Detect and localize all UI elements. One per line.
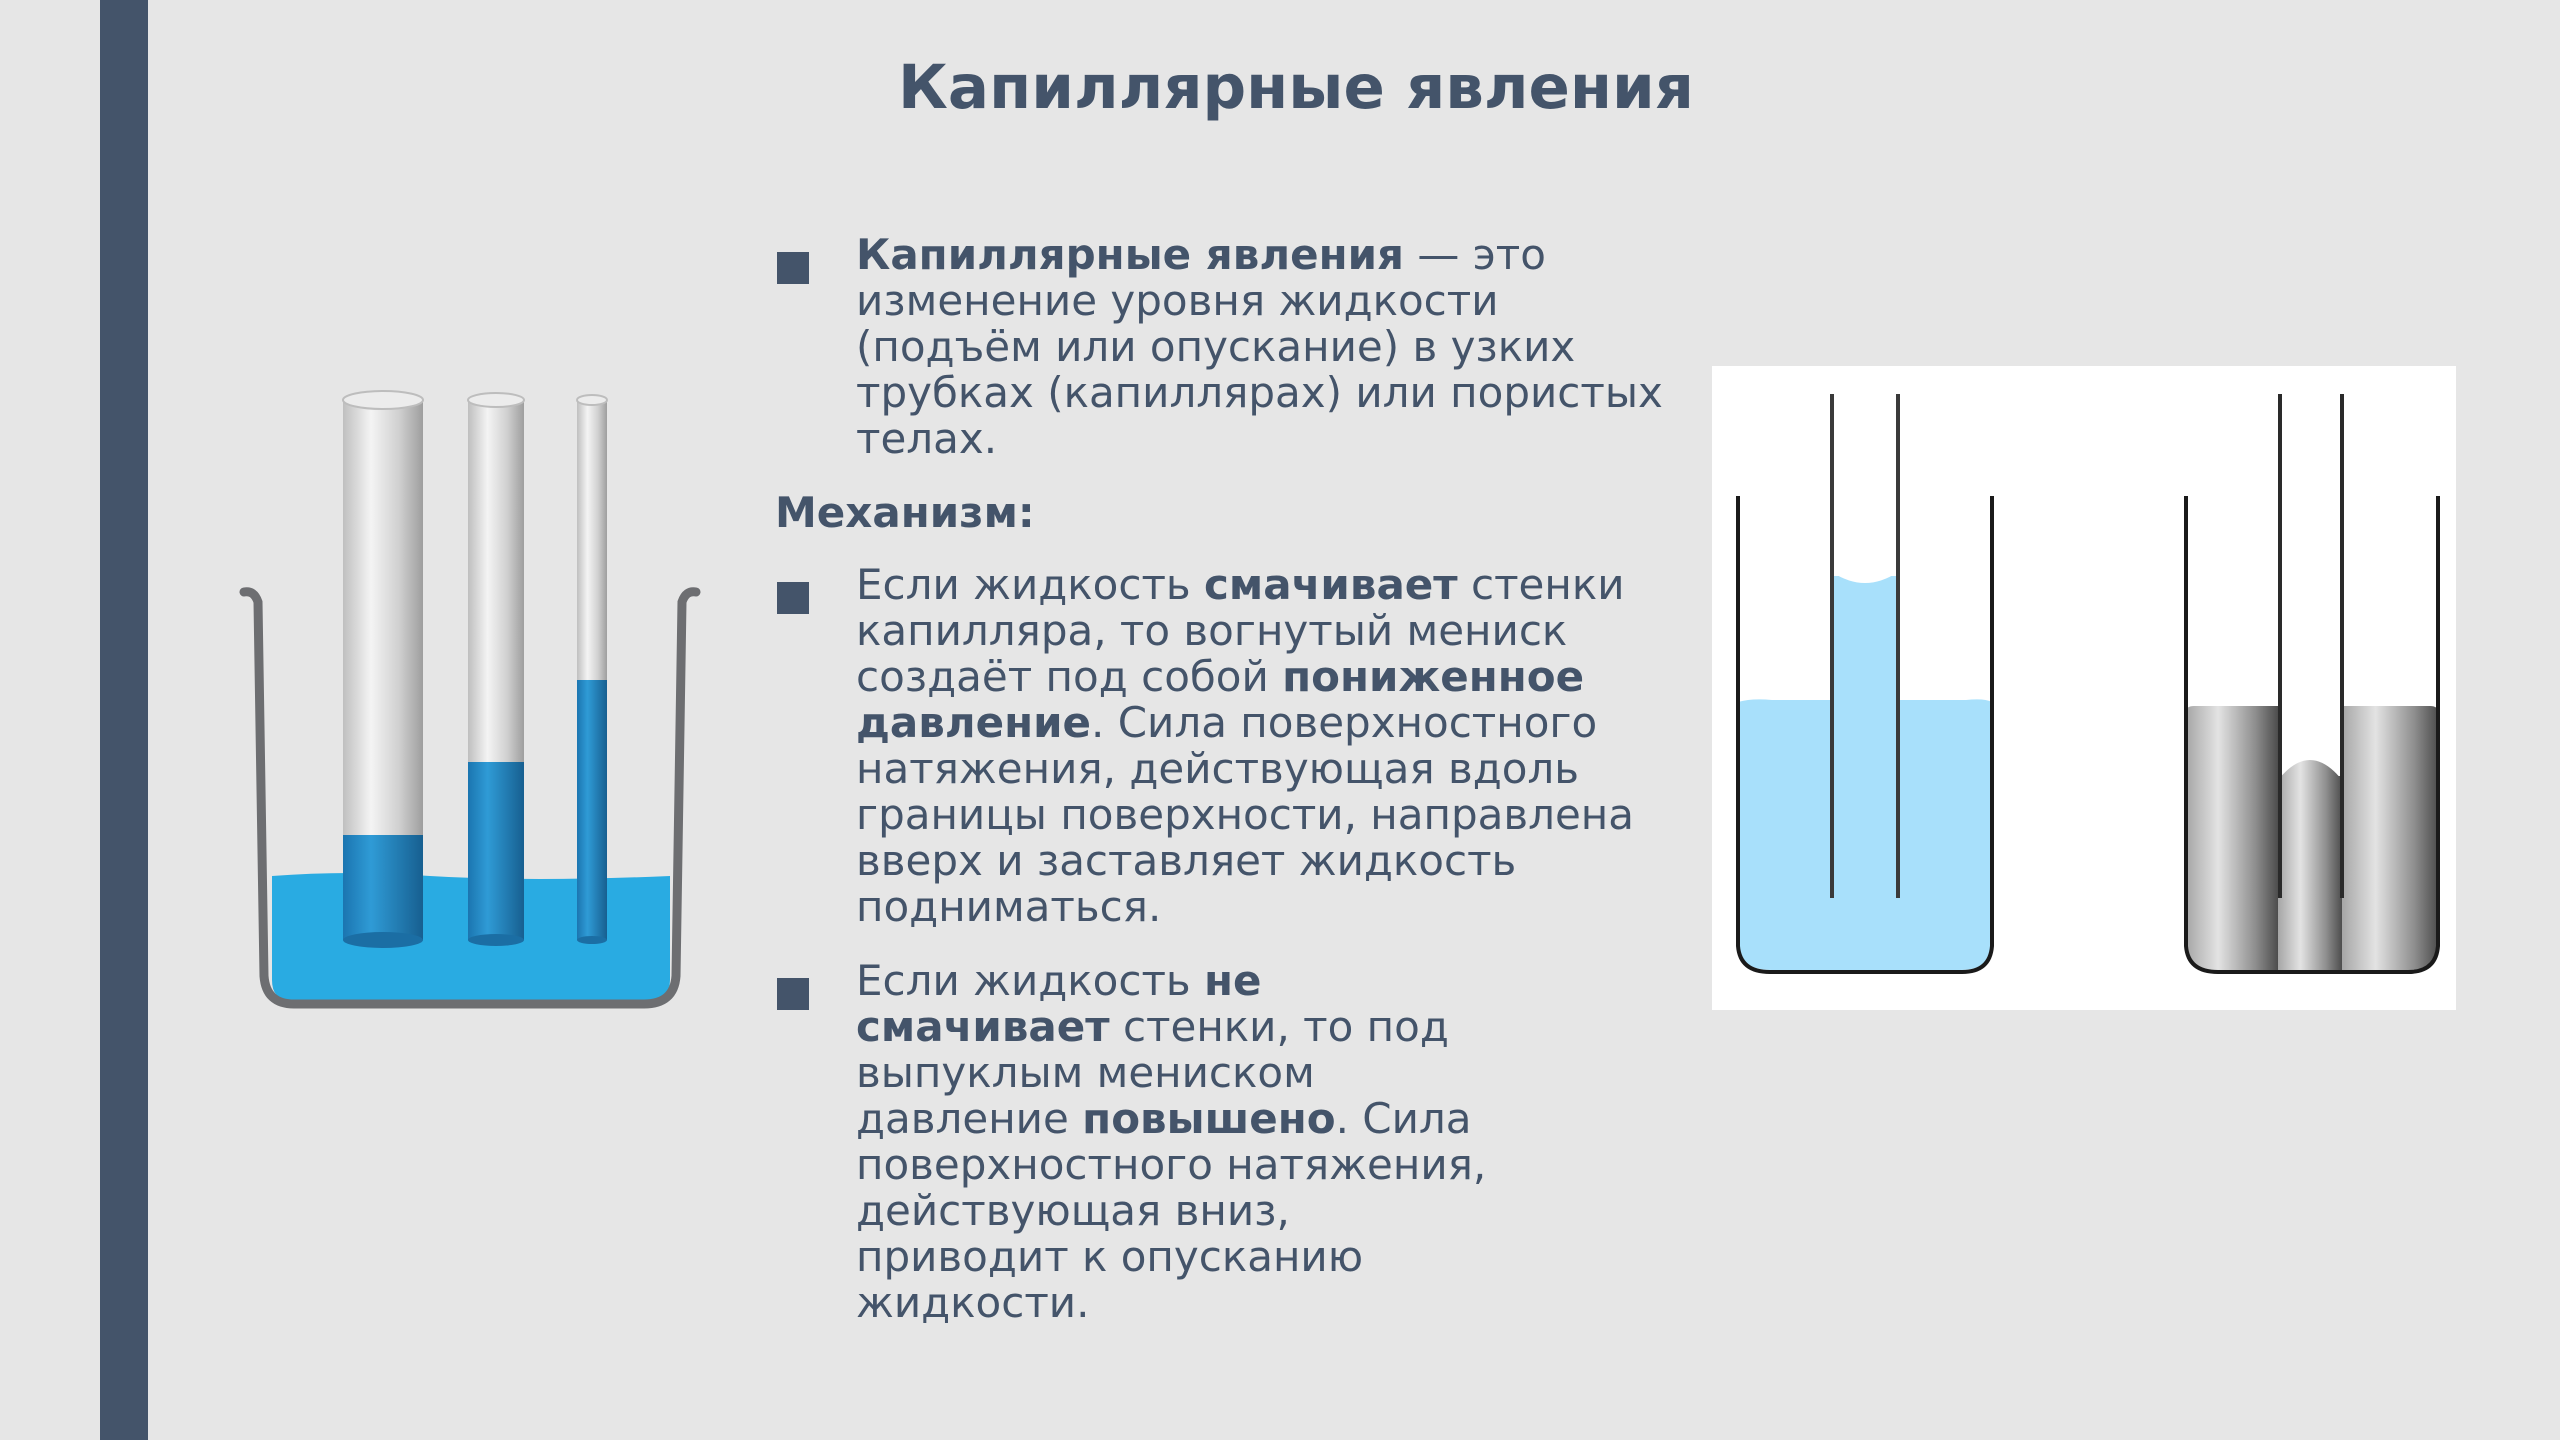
square-bullet-icon	[777, 582, 809, 614]
capillary-tubes-illustration	[230, 380, 720, 1020]
bullet-wetting	[775, 562, 1675, 930]
slide-text-block	[775, 232, 1675, 1354]
square-bullet-icon	[777, 252, 809, 284]
text-fragment: Если жидкость	[856, 956, 1205, 1005]
definition-term: Капиллярные явления	[856, 230, 1404, 279]
bullet-non-wetting	[775, 958, 1675, 1326]
definition-rest: — это изменение уровня жидкости (подъём или опускание) в узких трубках (капиллярах) или пористых телах.	[856, 230, 1663, 463]
text-fragment: Если жидкость	[856, 560, 1205, 609]
slide-side-bar	[100, 0, 148, 1440]
bullet-text	[856, 958, 1496, 1326]
slide-title: Капиллярные явления	[898, 52, 1694, 123]
bullet-text	[856, 230, 1663, 463]
text-fragment: . Сила поверхностного натяжения, действующая вниз, приводит к опусканию жидкости.	[856, 1094, 1487, 1327]
bullet-text	[856, 560, 1634, 931]
bold-fragment: повышено	[1082, 1094, 1336, 1143]
bold-fragment: смачивает	[1204, 560, 1458, 609]
mechanism-heading: Механизм:	[775, 488, 1035, 537]
bold-fragment: не смачивает	[856, 956, 1262, 1051]
text-fragment: стенки, то под выпуклым мениском давление	[856, 1002, 1449, 1143]
square-bullet-icon	[777, 978, 809, 1010]
text-fragment: стенки капилляра, то вогнутый мениск создаёт под собой	[856, 560, 1625, 701]
bullet-definition	[775, 232, 1675, 462]
text-fragment: . Сила поверхностного натяжения, действующая вдоль границы поверхности, направлена вверх и заставляет жидкость подниматься.	[856, 698, 1634, 931]
bold-fragment: пониженное давление	[856, 652, 1585, 747]
wetting-comparison-illustration	[1712, 366, 2456, 1010]
